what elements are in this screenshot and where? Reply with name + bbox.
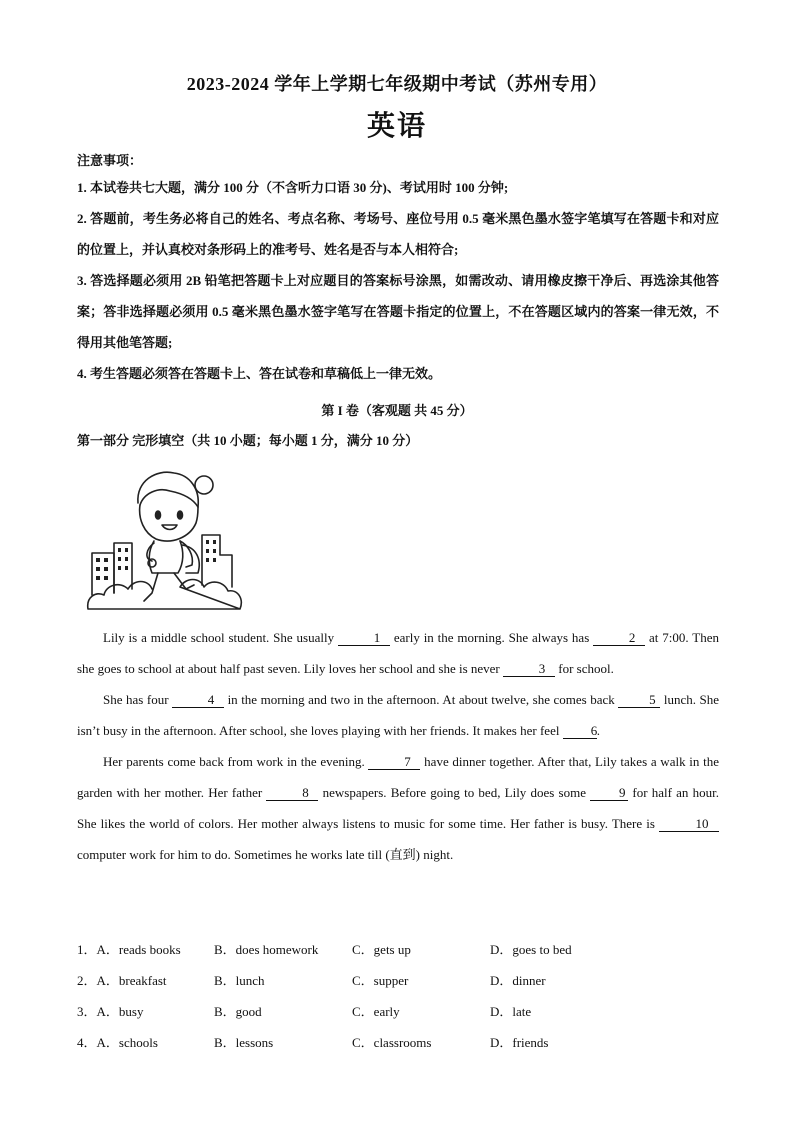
option-c[interactable]: C．supper [352,973,409,988]
notes-heading: 注意事项： [77,153,143,168]
option-d[interactable]: D．friends [490,1035,549,1050]
question-row [77,934,628,965]
passage-text: . [596,723,600,738]
section-title: 第 I 卷（客观题 共 45 分） [321,403,473,418]
option-a[interactable]: 4．A．schools [77,1035,158,1050]
blank-2: 2 [593,630,645,646]
passage-text: lunch. She isn’t busy in the afternoon. After school, she loves playing with her friends. It makes her feel [77,692,719,738]
passage-text: Her parents come back from work in the evening. [103,754,369,769]
option-d[interactable]: D．late [490,1004,532,1019]
girl-walking-to-school-illustration [82,463,248,615]
blank-5: 5 [618,692,660,708]
option-c[interactable]: C．classrooms [352,1035,432,1050]
cloze-passage [77,622,719,870]
note-item: 1. 本试卷共七大题，满分 100 分（不含听力口语 30 分)、考试用时 100 分钟; [77,180,509,195]
blank-10: 10 [659,816,719,832]
passage-text: newspapers. Before going to bed, Lily does some [318,785,591,800]
option-a[interactable]: 2．A．breakfast [77,973,167,988]
option-d[interactable]: D．goes to bed [490,942,572,957]
passage-text: She has four [103,692,173,707]
blank-3: 3 [503,661,555,677]
part-title: 第一部分 完形填空（共 10 小题；每小题 1 分，满分 10 分） [77,433,419,448]
passage-text: at 7:00. Then she goes to school at about half past seven. Lily loves her school and she is never [77,630,719,676]
passage-text: early in the morning. She always has [389,630,594,645]
passage-paragraph [77,622,719,684]
question-row [77,965,628,996]
exam-notes [77,150,719,389]
blank-9: 9 [590,785,628,801]
passage-paragraph [77,746,719,870]
exam-title: 2023-2024 学年上学期七年级期中考试（苏州专用） [186,74,608,94]
blank-8: 8 [266,785,318,801]
question-row [77,1027,628,1058]
question-options [77,934,628,1058]
option-a[interactable]: 1．A．reads books [77,942,181,957]
subject-title: 英语 [366,111,427,142]
note-item: 3. 答选择题必须用 2B 铅笔把答题卡上对应题目的答案标号涂黑，如需改动、请用橡皮擦干净后、再选涂其他答案；答非选择题必须用 0.5 毫米黑色墨水签字笔写在答题卡指定的位置上，不在答题区域内的答案一律无效，不得用其他笔答题; [77,273,719,350]
passage-text: computer work for him to do. Sometimes he works late till (直到) night. [77,847,454,862]
passage-text: for half an hour. She likes the world of colors. Her mother always listens to music for some time. Her father is busy. There is [77,785,719,831]
passage-text: have dinner together. After that, Lily takes a walk in the garden with her mother. Her father [77,754,719,800]
passage-text: Lily is a middle school student. She usually [103,630,338,645]
option-b[interactable]: B．good [214,1004,262,1019]
option-b[interactable]: B．lunch [214,973,265,988]
note-item: 2. 答题前，考生务必将自己的姓名、考点名称、考场号、座位号用 0.5 毫米黑色墨水签字笔填写在答题卡和对应的位置上，并认真校对条形码上的准考号、姓名是否与本人相符合; [77,211,719,257]
option-d[interactable]: D．dinner [490,973,546,988]
blank-1: 1 [338,630,390,646]
option-c[interactable]: C．early [352,1004,400,1019]
blank-6: 6 [563,723,597,739]
option-a[interactable]: 3．A．busy [77,1004,144,1019]
option-c[interactable]: C．gets up [352,942,411,957]
blank-7: 7 [368,754,420,770]
blank-4: 4 [172,692,224,708]
option-b[interactable]: B．does homework [214,942,319,957]
passage-text: in the morning and two in the afternoon. At about twelve, she comes back [224,692,619,707]
note-item: 4. 考生答题必须答在答题卡上、答在试卷和草稿低上一律无效。 [77,366,442,381]
question-row [77,996,628,1027]
passage-paragraph [77,684,719,746]
passage-text: for school. [555,661,614,676]
option-b[interactable]: B．lessons [214,1035,274,1050]
